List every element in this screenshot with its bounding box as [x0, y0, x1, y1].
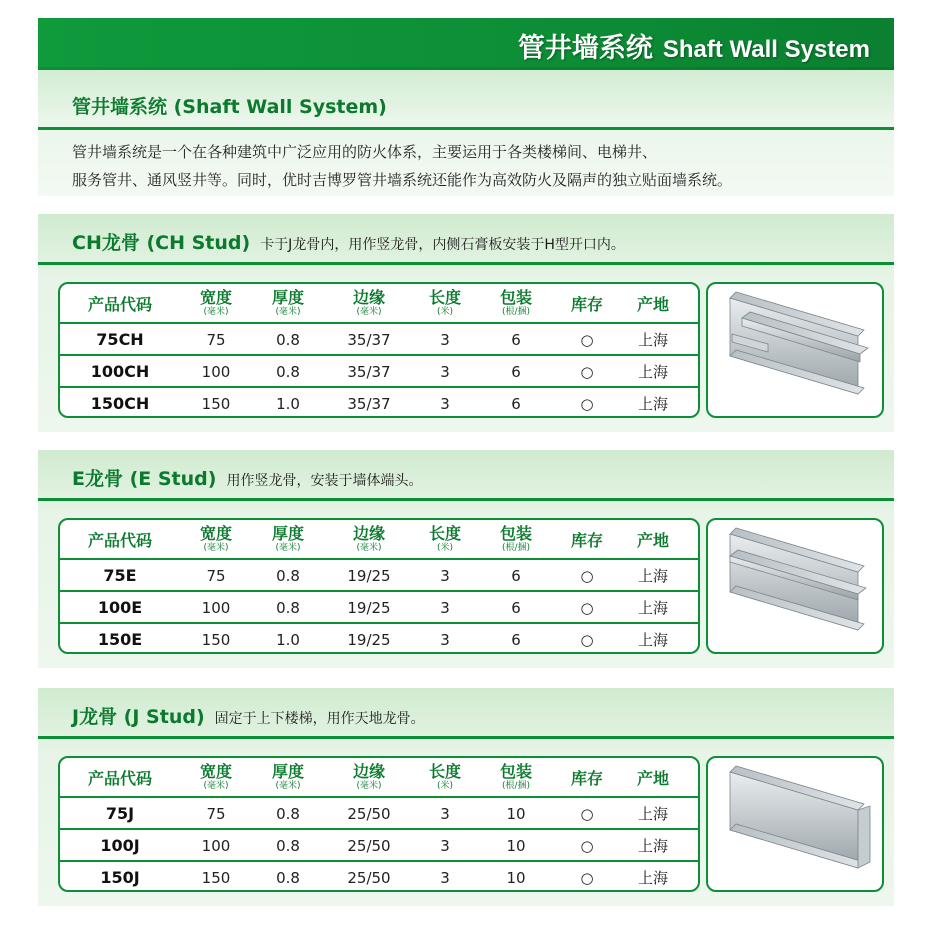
- header-length: 长度 (米): [428, 761, 461, 791]
- e-stud-profile: [708, 520, 882, 652]
- intro-heading: 管井墙系统 (Shaft Wall System): [72, 96, 387, 118]
- cell-width: 75: [206, 566, 226, 585]
- table-header-row: [60, 520, 698, 558]
- header-edge: 边缘 (毫米): [352, 287, 385, 317]
- table-row: [60, 828, 698, 861]
- j-stud-profile: [708, 758, 882, 890]
- section-heading: [72, 228, 625, 258]
- cell-width: 100: [201, 362, 231, 381]
- cell-edge: 35/37: [347, 330, 391, 349]
- cell-pack: 6: [511, 362, 521, 381]
- cell-length: 3: [440, 330, 450, 349]
- profile-face: [858, 806, 870, 868]
- cell-stock: ○: [580, 630, 594, 649]
- table-row: [60, 354, 698, 387]
- cell-origin: 上海: [637, 331, 668, 349]
- header-origin: 产地: [636, 768, 669, 788]
- section-name: CH龙骨 (CH Stud): [72, 232, 251, 254]
- table-row: [60, 558, 698, 591]
- cell-pack: 10: [506, 868, 526, 887]
- cell-width: 150: [201, 394, 231, 413]
- cell-stock: ○: [580, 362, 594, 381]
- divider: [38, 498, 894, 501]
- cell-code: 150E: [97, 630, 143, 649]
- cell-origin: 上海: [637, 631, 668, 649]
- section-description: 卡于J龙骨内，用作竖龙骨，内侧石膏板安装于H型开口内。: [260, 237, 625, 253]
- cell-length: 3: [440, 362, 450, 381]
- header-stock: 库存: [570, 294, 603, 314]
- cell-length: 3: [440, 868, 450, 887]
- banner-title-cn: 管井墙系统: [517, 33, 653, 64]
- title-banner: [38, 18, 894, 70]
- cell-length: 3: [440, 804, 450, 823]
- header-thickness: 厚度 (毫米): [271, 523, 304, 553]
- header-origin: 产地: [636, 294, 669, 314]
- section-name: J龙骨 (J Stud): [72, 706, 205, 728]
- header-pack: 包装 (根/捆): [499, 761, 532, 791]
- cell-pack: 6: [511, 630, 521, 649]
- cell-stock: ○: [580, 598, 594, 617]
- table-row: [60, 796, 698, 829]
- cell-length: 3: [440, 598, 450, 617]
- header-length: 长度 (米): [428, 523, 461, 553]
- cell-thickness: 0.8: [276, 836, 300, 855]
- banner-title: [518, 26, 870, 65]
- cell-edge: 35/37: [347, 394, 391, 413]
- cell-pack: 6: [511, 566, 521, 585]
- cell-origin: 上海: [637, 599, 668, 617]
- header-pack: 包装 (根/捆): [499, 523, 532, 553]
- header-code: 产品代码: [87, 530, 152, 550]
- cell-edge: 25/50: [347, 868, 391, 887]
- header-width: 宽度 (毫米): [199, 761, 232, 791]
- header-stock: 库存: [570, 530, 603, 550]
- section-description: 用作竖龙骨，安装于墙体端头。: [226, 473, 423, 489]
- cell-code: 100E: [97, 598, 143, 617]
- cell-width: 100: [201, 598, 231, 617]
- section-e-stud: [38, 450, 894, 668]
- table-header-row: [60, 284, 698, 322]
- section-j-stud: [38, 688, 894, 906]
- cell-stock: ○: [580, 868, 594, 887]
- cell-edge: 19/25: [347, 598, 391, 617]
- cell-edge: 19/25: [347, 630, 391, 649]
- intro-text: [72, 138, 872, 194]
- cell-pack: 6: [511, 330, 521, 349]
- cell-thickness: 0.8: [276, 868, 300, 887]
- divider: [38, 127, 894, 130]
- cell-pack: 6: [511, 394, 521, 413]
- table-row: [60, 386, 698, 418]
- header-length: 长度 (米): [428, 287, 461, 317]
- product-image: [706, 518, 884, 654]
- cell-pack: 10: [506, 836, 526, 855]
- header-edge: 边缘 (毫米): [352, 761, 385, 791]
- divider: [38, 736, 894, 739]
- section-heading: [72, 464, 422, 494]
- cell-thickness: 1.0: [276, 394, 300, 413]
- cell-origin: 上海: [637, 869, 668, 887]
- table-row: [60, 322, 698, 355]
- cell-stock: ○: [580, 804, 594, 823]
- cell-length: 3: [440, 394, 450, 413]
- spec-table: [58, 518, 700, 654]
- intro-line-2: 服务管井、通风竖井等。同时，优时吉博罗管井墙系统还能作为高效防火及隔声的独立贴面墙系统。: [72, 171, 733, 189]
- table-row: [60, 590, 698, 623]
- cell-length: 3: [440, 836, 450, 855]
- header-pack: 包装 (根/捆): [499, 287, 532, 317]
- section-heading: [72, 702, 425, 732]
- header-origin: 产地: [636, 530, 669, 550]
- cell-width: 150: [201, 868, 231, 887]
- header-width: 宽度 (毫米): [199, 287, 232, 317]
- header-stock: 库存: [570, 768, 603, 788]
- cell-origin: 上海: [637, 363, 668, 381]
- cell-code: 150J: [100, 868, 140, 887]
- cell-code: 75J: [105, 804, 135, 823]
- cell-code: 75CH: [96, 330, 144, 349]
- product-image: [706, 756, 884, 892]
- cell-width: 75: [206, 330, 226, 349]
- cell-thickness: 1.0: [276, 630, 300, 649]
- table-row: [60, 622, 698, 654]
- cell-edge: 25/50: [347, 804, 391, 823]
- cell-width: 100: [201, 836, 231, 855]
- section-description: 固定于上下楼梯，用作天地龙骨。: [214, 711, 425, 727]
- section-name: E龙骨 (E Stud): [72, 468, 217, 490]
- header-width: 宽度 (毫米): [199, 523, 232, 553]
- cell-width: 150: [201, 630, 231, 649]
- cell-stock: ○: [580, 330, 594, 349]
- cell-thickness: 0.8: [276, 330, 300, 349]
- cell-thickness: 0.8: [276, 566, 300, 585]
- cell-origin: 上海: [637, 837, 668, 855]
- cell-pack: 10: [506, 804, 526, 823]
- cell-length: 3: [440, 566, 450, 585]
- cell-thickness: 0.8: [276, 598, 300, 617]
- cell-code: 75E: [103, 566, 137, 585]
- cell-edge: 35/37: [347, 362, 391, 381]
- cell-code: 150CH: [90, 394, 150, 413]
- table-header-row: [60, 758, 698, 796]
- cell-thickness: 0.8: [276, 362, 300, 381]
- cell-stock: ○: [580, 394, 594, 413]
- header-thickness: 厚度 (毫米): [271, 287, 304, 317]
- cell-stock: ○: [580, 566, 594, 585]
- header-code: 产品代码: [87, 294, 152, 314]
- ch-stud-profile: [708, 284, 882, 416]
- divider: [38, 262, 894, 265]
- cell-origin: 上海: [637, 805, 668, 823]
- spec-table: [58, 756, 700, 892]
- cell-code: 100CH: [90, 362, 150, 381]
- banner-title-en: Shaft Wall System: [662, 36, 870, 63]
- spec-table: [58, 282, 700, 418]
- cell-origin: 上海: [637, 567, 668, 585]
- section-ch-stud: [38, 214, 894, 432]
- cell-edge: 19/25: [347, 566, 391, 585]
- cell-edge: 25/50: [347, 836, 391, 855]
- cell-origin: 上海: [637, 395, 668, 413]
- intro-line-1: 管井墙系统是一个在各种建筑中广泛应用的防火体系，主要运用于各类楼梯间、电梯井、: [72, 143, 658, 161]
- header-thickness: 厚度 (毫米): [271, 761, 304, 791]
- cell-code: 100J: [100, 836, 140, 855]
- header-code: 产品代码: [87, 768, 152, 788]
- cell-thickness: 0.8: [276, 804, 300, 823]
- intro-panel: [38, 70, 894, 196]
- cell-width: 75: [206, 804, 226, 823]
- product-image: [706, 282, 884, 418]
- header-edge: 边缘 (毫米): [352, 523, 385, 553]
- cell-stock: ○: [580, 836, 594, 855]
- cell-length: 3: [440, 630, 450, 649]
- table-row: [60, 860, 698, 892]
- cell-pack: 6: [511, 598, 521, 617]
